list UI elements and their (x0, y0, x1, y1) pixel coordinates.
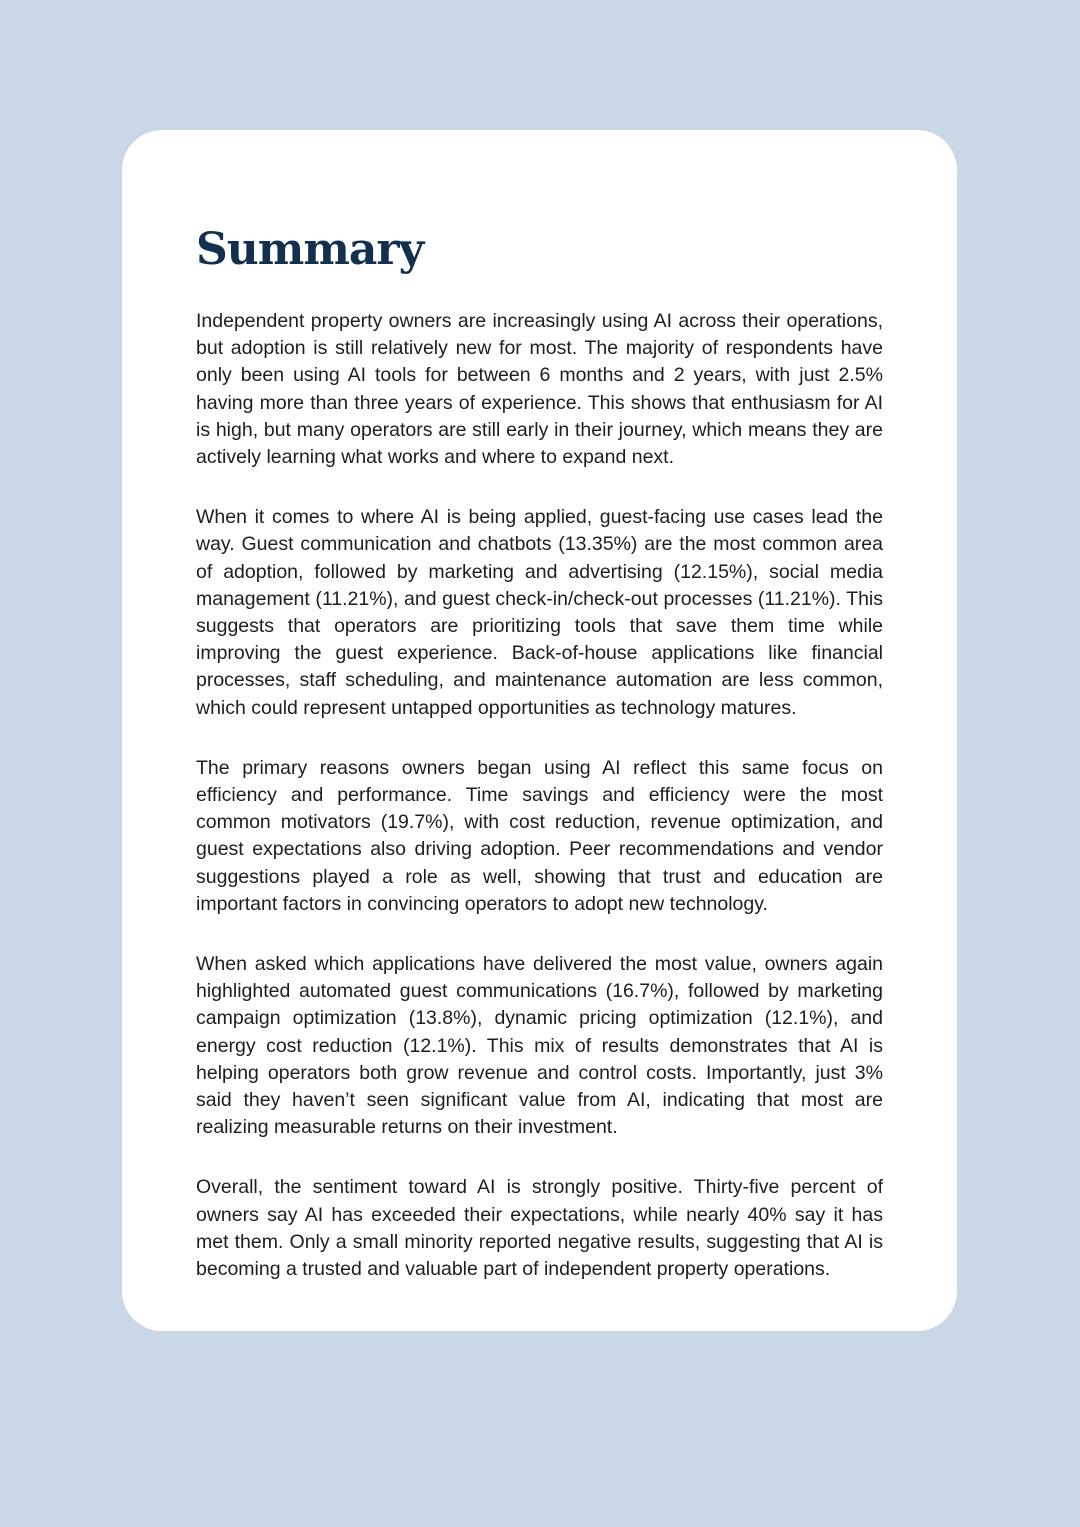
paragraph-overall-sentiment: Overall, the sentiment toward AI is strongly positive. Thirty-five percent of owners say AI has exceeded their expectations, while nearly 40% say it has met them. Only a small minority reported negative results, suggesting that AI is becoming a trusted and valuable part of independent property operations. (196, 1176, 883, 1281)
summary-body (196, 308, 883, 1283)
page-title: Summary (196, 224, 424, 275)
paragraph-ai-use-cases: When it comes to where AI is being applied, guest-facing use cases lead the way. Guest communication and chatbots (13.35%) are the most common area of adoption, followed by marketing and advertising (12.15%), social media management (11.21%), and guest check-in/check-out processes (11.21%). This suggests that operators are prioritizing tools that save them time while improving the guest experience. Back-of-house applications like financial processes, staff scheduling, and maintenance automation are less common, which could represent untapped opportunities as technology matures. (196, 506, 883, 719)
summary-card (122, 130, 957, 1331)
paragraph-adoption-reasons: The primary reasons owners began using AI reflect this same focus on efficiency and performance. Time savings and efficiency were the most common motivators (19.7%), with cost reduction, revenue optimization, and guest expectations also driving adoption. Peer recommendations and vendor suggestions played a role as well, showing that trust and education are important factors in convincing operators to adopt new technology. (196, 756, 883, 915)
paragraph-ai-adoption-experience: Independent property owners are increasingly using AI across their operations, but adoption is still relatively new for most. The majority of respondents have only been using AI tools for between 6 months and 2 years, with just 2.5% having more than three years of experience. This shows that enthusiasm for AI is high, but many operators are still early in their journey, which means they are actively learning what works and where to expand next. (196, 310, 883, 469)
paragraph-value-delivered: When asked which applications have delivered the most value, owners again highlighted automated guest communications (16.7%), followed by marketing campaign optimization (13.8%), dynamic pricing optimization (12.1%), and energy cost reduction (12.1%). This mix of results demonstrates that AI is helping operators both grow revenue and control costs. Importantly, just 3% said they haven’t seen significant value from AI, indicating that most are realizing measurable returns on their investment. (196, 953, 883, 1139)
